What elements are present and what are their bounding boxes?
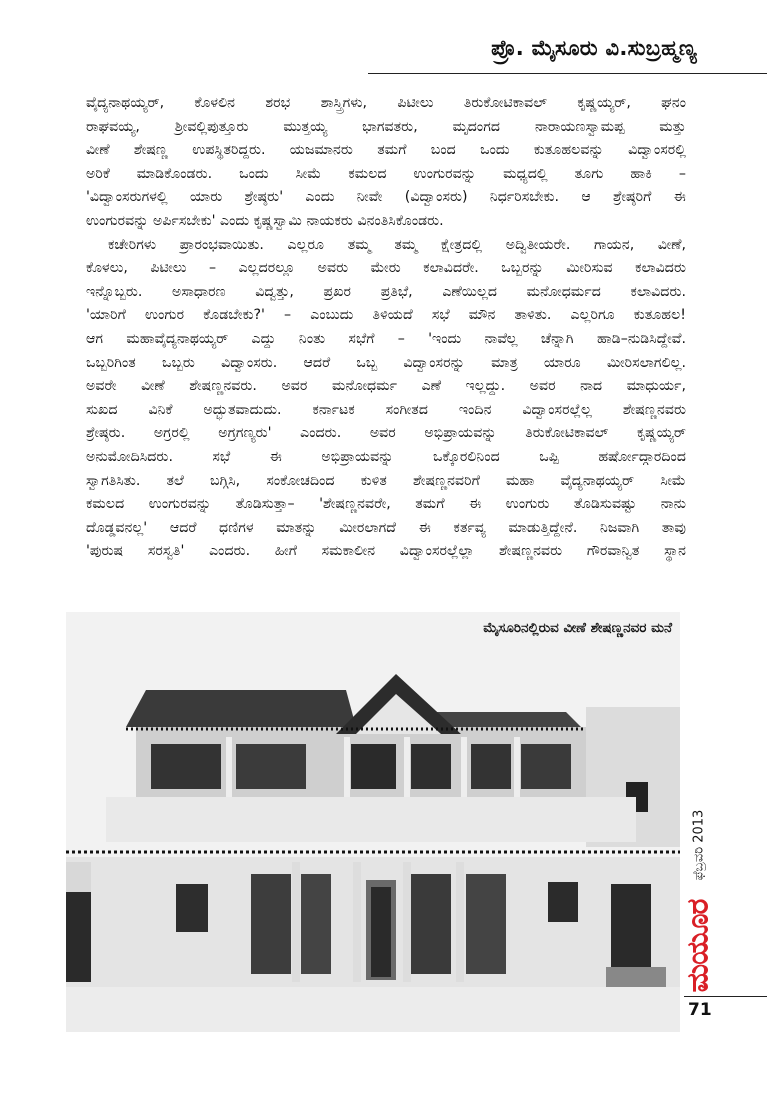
article-body bbox=[86, 92, 686, 564]
body-line: ಕೊಳಲು, ಪಿಟೀಲು – ಎಲ್ಲದರಲ್ಲೂ ಅವರು ಮೇರು ಕಲಾವಿದರೇ. ಒಬ್ಬರನ್ನು ಮೀರಿಸುವ ಕಲಾವಿದರು bbox=[86, 260, 686, 277]
body-line: ಶ್ರೇಷ್ಠರು. ಅಗ್ರರಲ್ಲಿ ಅಗ್ರಗಣ್ಯರು' ಎಂದರು. ಅವರ ಅಭಿಪ್ರಾಯವನ್ನು ತಿರುಕೋಟಿಕಾವಲ್ ಕೃಷ್ಣಯ್ಯರ್ bbox=[86, 425, 686, 442]
body-line: ಅರಿಕೆ ಮಾಡಿಕೊಂಡರು. ಒಂದು ಸೀಮೆ ಕಮಲದ ಉಂಗುರವನ್ನು ಮಧ್ಯದಲ್ಲಿ ತೂಗು ಹಾಕಿ – bbox=[86, 165, 686, 182]
body-line: ವೀಣೆ ಶೇಷಣ್ಣ ಉಪಸ್ಥಿತರಿದ್ದರು. ಯಜಮಾನರು ತಮಗೆ ಬಂದ ಒಂದು ಕುತೂಹಲವನ್ನು ವಿದ್ವಾಂಸರಲ್ಲಿ bbox=[86, 142, 686, 159]
body-line: ಒಬ್ಬರಿಗಿಂತ ಒಬ್ಬರು ವಿದ್ವಾಂಸರು. ಆದರೆ ಒಬ್ಬ ವಿದ್ವಾಂಸರನ್ನು ಮಾತ್ರ ಯಾರೂ ಮೀರಿಸಲಾಗಲಿಲ್ಲ. bbox=[86, 354, 686, 371]
body-line: ವೈದ್ಯನಾಥಯ್ಯರ್, ಕೊಳಲಿನ ಶರಭ ಶಾಸ್ತ್ರಿಗಳು, ಪಿಟೀಲು ತಿರುಕೋಟಿಕಾವಲ್ ಕೃಷ್ಣಯ್ಯರ್, ಘನಂ bbox=[86, 95, 686, 111]
footer-rule bbox=[684, 996, 767, 997]
body-line: ಅವರೇ ವೀಣೆ ಶೇಷಣ್ಣನವರು. ಅವರ ಮನೋಧರ್ಮ ಎಣೆ ಇಲ್ಲದ್ದು. ಅವರ ನಾದ ಮಾಧುರ್ಯ, bbox=[86, 378, 686, 395]
body-line: ಸ್ವಾಗತಿಸಿತು. ತಲೆ ಬಗ್ಗಿಸಿ, ಸಂಕೋಚದಿಂದ ಕುಳಿತ ಶೇಷಣ್ಣನವರಿಗೆ ಮಹಾ ವೈದ್ಯನಾಥಯ್ಯರ್ ಸೀಮೆ bbox=[86, 472, 686, 489]
header-rule bbox=[368, 73, 767, 74]
issue-date bbox=[684, 790, 714, 900]
issue-date-text: ಫೆಬ್ರವರಿ 2013 bbox=[691, 809, 707, 881]
running-header bbox=[0, 28, 767, 76]
magazine-masthead bbox=[678, 900, 718, 992]
body-line: 'ವಿದ್ವಾಂಸರುಗಳಲ್ಲಿ ಯಾರು ಶ್ರೇಷ್ಠರು' ಎಂದು ನೀವೇ (ವಿದ್ವಾಂಸರು) ನಿರ್ಧರಿಸಬೇಕು. ಆ ಶ್ರೇಷ್ಠರಿಗೆ ಈ bbox=[86, 189, 686, 206]
header-title: ಪ್ರೊ. ಮೈಸೂರು ವಿ.ಸುಬ್ರಹ್ಮಣ್ಯ bbox=[491, 36, 697, 60]
body-line: 'ಯಾರಿಗೆ ಉಂಗುರ ಕೊಡಬೇಕು?' – ಎಂಬುದು ತಿಳಿಯದೆ ಸಭೆ ಮೌನ ತಾಳಿತು. ಎಲ್ಲರಿಗೂ ಕುತೂಹಲ! bbox=[86, 307, 686, 324]
house-illustration bbox=[66, 612, 680, 1032]
body-line: ಉಂಗುರವನ್ನು ಅರ್ಪಿಸಬೇಕು' ಎಂದು ಕೃಷ್ಣಸ್ವಾಮಿ ನಾಯಕರು ವಿನಂತಿಸಿಕೊಂಡರು. bbox=[86, 212, 444, 229]
body-line: 'ಪುರುಷ ಸರಸ್ವತಿ' ಎಂದರು. ಹೀಗೆ ಸಮಕಾಲೀನ ವಿದ್ವಾಂಸರಲ್ಲೆಲ್ಲಾ ಶೇಷಣ್ಣನವರು ಗೌರವಾನ್ವಿತ ಸ್ಥಾನ bbox=[86, 543, 686, 560]
body-line: ಕಚೇರಿಗಳು ಪ್ರಾರಂಭವಾಯಿತು. ಎಲ್ಲರೂ ತಮ್ಮ ತಮ್ಮ ಕ್ಷೇತ್ರದಲ್ಲಿ ಅದ್ವಿತೀಯರೇ. ಗಾಯನ, ವೀಣೆ, bbox=[108, 236, 686, 253]
page-number: 71 bbox=[688, 1000, 712, 1020]
body-line: ಕಮಲದ ಉಂಗುರವನ್ನು ತೊಡಿಸುತ್ತಾ– 'ಶೇಷಣ್ಣನವರೇ, ತಮಗೆ ಈ ಉಂಗುರು ತೊಡಿಸುವಷ್ಟು ನಾನು bbox=[86, 496, 686, 513]
body-line: ಸುಖದ ವಿನಿಕೆ ಅದ್ಭುತವಾದುದು. ಕರ್ನಾಟಕ ಸಂಗೀತದ ಇಂದಿನ ವಿದ್ವಾಂಸರಲ್ಲೆಲ್ಲ ಶೇಷಣ್ಣನವರು bbox=[86, 401, 686, 418]
masthead-logo: ಮಯೂರ bbox=[680, 899, 716, 993]
house-photo bbox=[66, 612, 680, 1032]
photo-caption: ಮೈಸೂರಿನಲ್ಲಿರುವ ವೀಣೆ ಶೇಷಣ್ಣನವರ ಮನೆ bbox=[483, 620, 672, 636]
body-line: ರಾಘವಯ್ಯ, ಶ್ರೀವಲ್ಲಿಪುತ್ತೂರು ಮುತ್ತಯ್ಯ ಭಾಗವತರು, ಮೃದಂಗದ ನಾರಾಯಣಸ್ವಾಮಪ್ಪ ಮತ್ತು bbox=[86, 118, 686, 135]
body-line: ಅನುಮೋದಿಸಿದರು. ಸಭೆ ಈ ಅಭಿಪ್ರಾಯವನ್ನು ಒಕ್ಕೊರಲಿನಿಂದ ಒಪ್ಪಿ ಹರ್ಷೋದ್ಗಾರದಿಂದ bbox=[86, 448, 686, 465]
body-line: ಆಗ ಮಹಾವೈದ್ಯನಾಥಯ್ಯರ್ ಎದ್ದು ನಿಂತು ಸಭೆಗೆ – 'ಇಂದು ನಾವೆಲ್ಲ ಚೆನ್ನಾಗಿ ಹಾಡಿ–ನುಡಿಸಿದ್ದೇವೆ. bbox=[86, 330, 686, 347]
body-line: ದೊಡ್ಡವನಲ್ಲ' ಆದರೆ ಧಣಿಗಳ ಮಾತನ್ನು ಮೀರಲಾಗದೆ ಈ ಕರ್ತವ್ಯ ಮಾಡುತ್ತಿದ್ದೇನೆ. ನಿಜವಾಗಿ ತಾವು bbox=[86, 519, 686, 536]
body-line: ಇನ್ನೊಬ್ಬರು. ಅಸಾಧಾರಣ ವಿದ್ವತ್ತು, ಪ್ರಖರ ಪ್ರತಿಭೆ, ಎಣೆಯಿಲ್ಲದ ಮನೋಧರ್ಮದ ಕಲಾವಿದರು. bbox=[86, 283, 686, 300]
